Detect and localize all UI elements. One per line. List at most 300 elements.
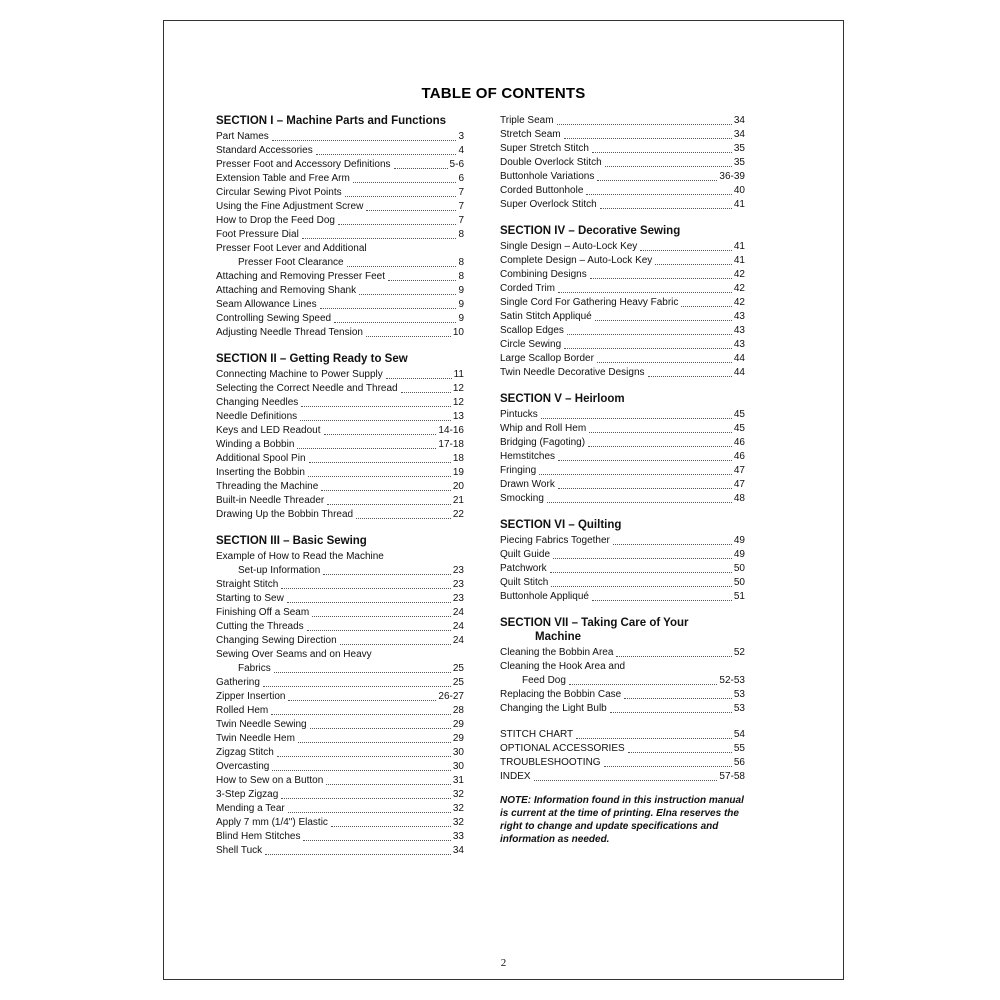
- toc-entry-title: Blind Hem Stitches: [216, 831, 301, 842]
- dot-leader: [359, 294, 456, 295]
- toc-entry-title: How to Drop the Feed Dog: [216, 215, 335, 226]
- dot-leader: [681, 306, 731, 307]
- dot-leader: [303, 840, 450, 841]
- toc-entry-title: Large Scallop Border: [500, 353, 594, 364]
- toc-entry-page: 7: [458, 201, 464, 212]
- dot-leader: [564, 138, 732, 139]
- toc-entry: [216, 270, 464, 284]
- toc-entry-title: Circle Sewing: [500, 339, 562, 350]
- toc-entry-title: Triple Seam: [500, 115, 554, 126]
- toc-entry: [500, 282, 745, 296]
- dot-leader: [401, 392, 451, 393]
- toc-entry-title: Changing Needles: [216, 397, 299, 408]
- toc-entry-page: 9: [458, 285, 464, 296]
- toc-entry-title: Connecting Machine to Power Supply: [216, 369, 383, 380]
- dot-leader: [316, 154, 457, 155]
- toc-entry-page: 4: [458, 145, 464, 156]
- dot-leader: [394, 168, 448, 169]
- toc-entry: [216, 816, 464, 830]
- toc-entry: [216, 228, 464, 242]
- toc-entry-title: Stretch Seam: [500, 129, 561, 140]
- toc-entry-line: Presser Foot Lever and Additional: [216, 243, 367, 254]
- toc-entry: [216, 732, 464, 746]
- toc-entry-title: Finishing Off a Seam: [216, 607, 310, 618]
- toc-entry-title: Single Design – Auto-Lock Key: [500, 241, 638, 252]
- dot-leader: [616, 656, 731, 657]
- dot-leader: [655, 264, 732, 265]
- toc-entry: [216, 774, 464, 788]
- toc-entry-page: 30: [452, 747, 464, 758]
- toc-entry: [216, 214, 464, 228]
- dot-leader: [613, 544, 732, 545]
- toc-entry-page: 53: [733, 703, 745, 714]
- dot-leader: [624, 698, 732, 699]
- dot-leader: [326, 784, 451, 785]
- toc-entry-title: Complete Design – Auto-Lock Key: [500, 255, 653, 266]
- dot-leader: [386, 378, 452, 379]
- toc-entry-page: 52: [733, 647, 745, 658]
- dot-leader: [310, 728, 451, 729]
- toc-entry-title: Rolled Hem: [216, 705, 269, 716]
- toc-entry-title: Cleaning the Bobbin Area: [500, 647, 614, 658]
- dot-leader: [564, 348, 732, 349]
- toc-entry: [216, 172, 464, 186]
- toc-entry-title: Feed Dog: [522, 675, 566, 686]
- toc-entry: [500, 756, 745, 770]
- toc-entry-title: Foot Pressure Dial: [216, 229, 299, 240]
- toc-entry: [216, 662, 464, 676]
- section-heading: SECTION V – Heirloom: [500, 393, 625, 405]
- dot-leader: [277, 756, 451, 757]
- printing-note: NOTE: Information found in this instruction manual is current at the time of printing. Elna reserves the right to change and update specifications and information as needed.: [500, 795, 744, 845]
- dot-leader: [366, 210, 456, 211]
- toc-entry-page: 23: [452, 593, 464, 604]
- dot-leader: [558, 292, 732, 293]
- toc-entry-page: 18: [452, 453, 464, 464]
- toc-entry-title: Overcasting: [216, 761, 270, 772]
- toc-entry-page: 9: [458, 299, 464, 310]
- dot-leader: [588, 446, 732, 447]
- toc-entry: [500, 324, 745, 338]
- toc-entry-page: 9: [458, 313, 464, 324]
- page-number: 2: [500, 957, 507, 969]
- toc-entry: [216, 158, 464, 172]
- dot-leader: [297, 448, 436, 449]
- dot-leader: [340, 644, 451, 645]
- toc-entry-title: Replacing the Bobbin Case: [500, 689, 622, 700]
- toc-entry: [216, 760, 464, 774]
- dot-leader: [558, 460, 732, 461]
- toc-entry-page: 35: [733, 157, 745, 168]
- toc-entry-title: Attaching and Removing Shank: [216, 285, 357, 296]
- toc-entry-page: 12: [452, 397, 464, 408]
- toc-entry-page: 43: [733, 325, 745, 336]
- toc-entry-page: 50: [733, 563, 745, 574]
- toc-entry-page: 30: [452, 761, 464, 772]
- section-heading: SECTION III – Basic Sewing: [216, 535, 367, 547]
- toc-entry: [216, 452, 464, 466]
- section-heading: SECTION II – Getting Ready to Sew: [216, 353, 408, 365]
- toc-entry-title: Presser Foot and Accessory Definitions: [216, 159, 391, 170]
- toc-entry-title: Quilt Stitch: [500, 577, 549, 588]
- toc-entry-title: Smocking: [500, 493, 544, 504]
- toc-entry-title: Corded Trim: [500, 283, 556, 294]
- dot-leader: [321, 490, 451, 491]
- dot-leader: [551, 586, 732, 587]
- toc-entry-title: Twin Needle Decorative Designs: [500, 367, 645, 378]
- toc-entry-page: 55: [733, 743, 745, 754]
- toc-entry: [500, 688, 745, 702]
- dot-leader: [356, 518, 451, 519]
- toc-entry-title: INDEX: [500, 771, 531, 782]
- dot-leader: [586, 194, 731, 195]
- toc-entry: [216, 466, 464, 480]
- toc-entry-title: Scallop Edges: [500, 325, 564, 336]
- dot-leader: [597, 180, 717, 181]
- toc-entry-page: 3: [458, 131, 464, 142]
- toc-entry-page: 48: [733, 493, 745, 504]
- toc-entry-title: Zipper Insertion: [216, 691, 286, 702]
- toc-entry: [500, 422, 745, 436]
- toc-entry: [216, 438, 464, 452]
- section-spacer: [500, 716, 745, 728]
- toc-entry: [216, 676, 464, 690]
- toc-entry-page: 42: [733, 283, 745, 294]
- toc-entry-title: Twin Needle Sewing: [216, 719, 307, 730]
- toc-entry: [500, 674, 745, 688]
- toc-entry: [216, 830, 464, 844]
- toc-entry-title: Single Cord For Gathering Heavy Fabric: [500, 297, 679, 308]
- dot-leader: [589, 432, 732, 433]
- toc-entry: [500, 338, 745, 352]
- toc-entry-title: Bridging (Fagoting): [500, 437, 586, 448]
- toc-entry-title: Apply 7 mm (1/4") Elastic: [216, 817, 328, 828]
- toc-entry: [216, 564, 464, 578]
- toc-entry-title: Super Stretch Stitch: [500, 143, 589, 154]
- toc-entry: [500, 296, 745, 310]
- toc-entry-title: Using the Fine Adjustment Screw: [216, 201, 364, 212]
- toc-entry-title: Inserting the Bobbin: [216, 467, 305, 478]
- toc-entry: [500, 198, 745, 212]
- toc-entry-page: 43: [733, 339, 745, 350]
- toc-entry-page: 34: [452, 845, 464, 856]
- toc-entry: [216, 802, 464, 816]
- dot-leader: [272, 770, 451, 771]
- dot-leader: [301, 406, 451, 407]
- dot-leader: [388, 280, 456, 281]
- dot-leader: [557, 124, 732, 125]
- dot-leader: [648, 376, 732, 377]
- toc-entry-page: 41: [733, 255, 745, 266]
- toc-entry: [500, 534, 745, 548]
- toc-entry: [216, 186, 464, 200]
- dot-leader: [288, 700, 436, 701]
- toc-entry-title: Zigzag Stitch: [216, 747, 274, 758]
- dot-leader: [312, 616, 451, 617]
- toc-entry-page: 24: [452, 635, 464, 646]
- dot-leader: [300, 420, 451, 421]
- dot-leader: [576, 738, 732, 739]
- toc-entry-page: 11: [453, 369, 464, 380]
- toc-entry-page: 23: [452, 565, 464, 576]
- toc-entry-page: 32: [452, 817, 464, 828]
- toc-entry: [216, 592, 464, 606]
- toc-entry-page: 42: [733, 297, 745, 308]
- toc-entry-title: Pintucks: [500, 409, 538, 420]
- toc-entry: [500, 562, 745, 576]
- toc-entry: [216, 606, 464, 620]
- page-title: TABLE OF CONTENTS: [421, 85, 586, 102]
- toc-entry: [500, 156, 745, 170]
- toc-entry-page: 26-27: [438, 691, 464, 702]
- toc-entry-page: 5-6: [449, 159, 464, 170]
- toc-entry-page: 22: [452, 509, 464, 520]
- toc-entry-title: Hemstitches: [500, 451, 556, 462]
- toc-entry-page: 10: [452, 327, 464, 338]
- toc-entry-page: 49: [733, 535, 745, 546]
- toc-entry: [500, 450, 745, 464]
- toc-entry-title: Additional Spool Pin: [216, 453, 306, 464]
- toc-entry: [500, 548, 745, 562]
- toc-entry: [216, 382, 464, 396]
- dot-leader: [347, 266, 457, 267]
- toc-entry-title: 3-Step Zigzag: [216, 789, 279, 800]
- dot-leader: [366, 336, 451, 337]
- toc-entry-line: Sewing Over Seams and on Heavy: [216, 649, 372, 660]
- toc-entry-page: 34: [733, 115, 745, 126]
- toc-entry-title: Corded Buttonhole: [500, 185, 584, 196]
- dot-leader: [345, 196, 457, 197]
- dot-leader: [324, 434, 437, 435]
- toc-entry-page: 41: [733, 241, 745, 252]
- toc-entry-title: Piecing Fabrics Together: [500, 535, 610, 546]
- toc-entry-page: 32: [452, 789, 464, 800]
- toc-entry-page: 50: [733, 577, 745, 588]
- toc-entry: [216, 620, 464, 634]
- dot-leader: [595, 320, 732, 321]
- toc-entry: [500, 436, 745, 450]
- toc-entry: [216, 326, 464, 340]
- toc-entry-title: Standard Accessories: [216, 145, 313, 156]
- toc-entry-page: 7: [458, 187, 464, 198]
- dot-leader: [271, 714, 451, 715]
- dot-leader: [288, 812, 451, 813]
- toc-entry: [216, 578, 464, 592]
- toc-entry: [500, 366, 745, 380]
- toc-entry-page: 24: [452, 621, 464, 632]
- toc-entry-page: 54: [733, 729, 745, 740]
- toc-entry-page: 28: [452, 705, 464, 716]
- dot-leader: [569, 684, 718, 685]
- toc-entry: [216, 690, 464, 704]
- toc-entry-page: 33: [452, 831, 464, 842]
- section-heading-continued: Machine: [535, 631, 582, 643]
- toc-entry-page: 44: [733, 353, 745, 364]
- toc-entry-title: Quilt Guide: [500, 549, 551, 560]
- toc-entry: [500, 742, 745, 756]
- toc-entry: [500, 352, 745, 366]
- dot-leader: [281, 798, 451, 799]
- dot-leader: [287, 602, 451, 603]
- toc-entry-title: Drawing Up the Bobbin Thread: [216, 509, 354, 520]
- toc-entry-title: Controlling Sewing Speed: [216, 313, 332, 324]
- dot-leader: [592, 600, 732, 601]
- toc-entry-title: Starting to Sew: [216, 593, 284, 604]
- toc-entry: [216, 634, 464, 648]
- toc-entry-title: Straight Stitch: [216, 579, 279, 590]
- section-heading: SECTION I – Machine Parts and Functions: [216, 115, 447, 127]
- toc-entry: [500, 702, 745, 716]
- toc-entry: [216, 718, 464, 732]
- toc-entry: [500, 268, 745, 282]
- dot-leader: [628, 752, 732, 753]
- toc-entry-title: Winding a Bobbin: [216, 439, 295, 450]
- toc-entry-page: 8: [458, 257, 464, 268]
- toc-entry-page: 31: [452, 775, 464, 786]
- toc-entry-title: Shell Tuck: [216, 845, 263, 856]
- section-heading: SECTION IV – Decorative Sewing: [500, 225, 681, 237]
- toc-entry-page: 43: [733, 311, 745, 322]
- toc-entry: [500, 170, 745, 184]
- toc-entry-page: 44: [733, 367, 745, 378]
- toc-entry-page: 13: [452, 411, 464, 422]
- toc-entry: [216, 130, 464, 144]
- toc-right-column: [500, 114, 745, 846]
- toc-entry-page: 32: [452, 803, 464, 814]
- toc-entry-page: 24: [452, 607, 464, 618]
- dot-leader: [338, 224, 456, 225]
- toc-entry-page: 20: [452, 481, 464, 492]
- dot-leader: [600, 208, 732, 209]
- dot-leader: [320, 308, 457, 309]
- toc-entry-title: Twin Needle Hem: [216, 733, 295, 744]
- toc-entry-title: Mending a Tear: [216, 803, 285, 814]
- toc-entry-title: Changing the Light Bulb: [500, 703, 607, 714]
- toc-entry-page: 12: [452, 383, 464, 394]
- toc-entry-title: Gathering: [216, 677, 260, 688]
- toc-entry: [500, 478, 745, 492]
- dot-leader: [640, 250, 732, 251]
- dot-leader: [604, 766, 732, 767]
- toc-entry: [216, 298, 464, 312]
- toc-entry-title: Adjusting Needle Thread Tension: [216, 327, 363, 338]
- toc-entry-title: Seam Allowance Lines: [216, 299, 317, 310]
- toc-entry: [216, 494, 464, 508]
- dot-leader: [553, 558, 732, 559]
- toc-entry-page: 6: [458, 173, 464, 184]
- toc-entry: [500, 464, 745, 478]
- toc-entry: [216, 788, 464, 802]
- toc-entry-title: Built-in Needle Threader: [216, 495, 325, 506]
- toc-entry-title: Extension Table and Free Arm: [216, 173, 350, 184]
- dot-leader: [610, 712, 732, 713]
- toc-entry-page: 35: [733, 143, 745, 154]
- dot-leader: [272, 140, 457, 141]
- toc-entry-title: Buttonhole Appliqué: [500, 591, 589, 602]
- dot-leader: [558, 488, 732, 489]
- dot-leader: [547, 502, 732, 503]
- toc-entry: [500, 240, 745, 254]
- toc-left-column: [216, 114, 464, 858]
- toc-entry-title: TROUBLESHOOTING: [500, 757, 601, 768]
- toc-entry-title: Double Overlock Stitch: [500, 157, 602, 168]
- dot-leader: [327, 504, 451, 505]
- dot-leader: [334, 322, 456, 323]
- dot-leader: [590, 278, 732, 279]
- toc-entry-page: 56: [733, 757, 745, 768]
- dot-leader: [331, 826, 451, 827]
- toc-entry-page: 40: [733, 185, 745, 196]
- toc-entry: [216, 746, 464, 760]
- toc-entry-page: 49: [733, 549, 745, 560]
- toc-entry-page: 45: [733, 409, 745, 420]
- dot-leader: [550, 572, 732, 573]
- toc-entry: [216, 312, 464, 326]
- dot-leader: [567, 334, 732, 335]
- toc-entry-page: 34: [733, 129, 745, 140]
- toc-entry: [500, 408, 745, 422]
- dot-leader: [534, 780, 718, 781]
- toc-entry-page: 8: [458, 271, 464, 282]
- toc-entry-title: Buttonhole Variations: [500, 171, 595, 182]
- toc-entry: [216, 704, 464, 718]
- toc-entry-title: Cutting the Threads: [216, 621, 304, 632]
- toc-entry: [500, 576, 745, 590]
- toc-entry-page: 57-58: [719, 771, 745, 782]
- toc-entry: [216, 396, 464, 410]
- toc-entry-page: 8: [458, 229, 464, 240]
- toc-entry: [500, 114, 745, 128]
- toc-entry-page: 47: [733, 465, 745, 476]
- dot-leader: [309, 462, 451, 463]
- toc-entry: [216, 144, 464, 158]
- toc-entry: [500, 142, 745, 156]
- toc-entry: [500, 492, 745, 506]
- toc-entry-title: Part Names: [216, 131, 269, 142]
- toc-entry-page: 53: [733, 689, 745, 700]
- dot-leader: [281, 588, 451, 589]
- dot-leader: [539, 474, 732, 475]
- toc-entry-page: 7: [458, 215, 464, 226]
- toc-entry-title: How to Sew on a Button: [216, 775, 324, 786]
- dot-leader: [597, 362, 732, 363]
- toc-entry-page: 29: [452, 733, 464, 744]
- toc-entry-page: 17-18: [438, 439, 464, 450]
- toc-entry-title: Patchwork: [500, 563, 547, 574]
- toc-entry: [216, 844, 464, 858]
- dot-leader: [307, 630, 451, 631]
- toc-entry: [500, 128, 745, 142]
- toc-entry-line: Cleaning the Hook Area and: [500, 661, 626, 672]
- toc-entry-page: 46: [733, 437, 745, 448]
- dot-leader: [541, 418, 732, 419]
- toc-entry-title: Attaching and Removing Presser Feet: [216, 271, 385, 282]
- dot-leader: [308, 476, 451, 477]
- toc-entry-page: 21: [452, 495, 464, 506]
- section-heading: SECTION VII – Taking Care of Your: [500, 617, 689, 629]
- toc-entry-page: 29: [452, 719, 464, 730]
- dot-leader: [263, 686, 451, 687]
- toc-entry-title: Fringing: [500, 465, 537, 476]
- toc-entry: [216, 410, 464, 424]
- toc-entry: [500, 590, 745, 604]
- toc-entry: [216, 508, 464, 522]
- dot-leader: [274, 672, 451, 673]
- toc-entry-page: 19: [452, 467, 464, 478]
- toc-entry-page: 52-53: [719, 675, 745, 686]
- toc-entry-title: Presser Foot Clearance: [238, 257, 344, 268]
- toc-entry-title: Threading the Machine: [216, 481, 319, 492]
